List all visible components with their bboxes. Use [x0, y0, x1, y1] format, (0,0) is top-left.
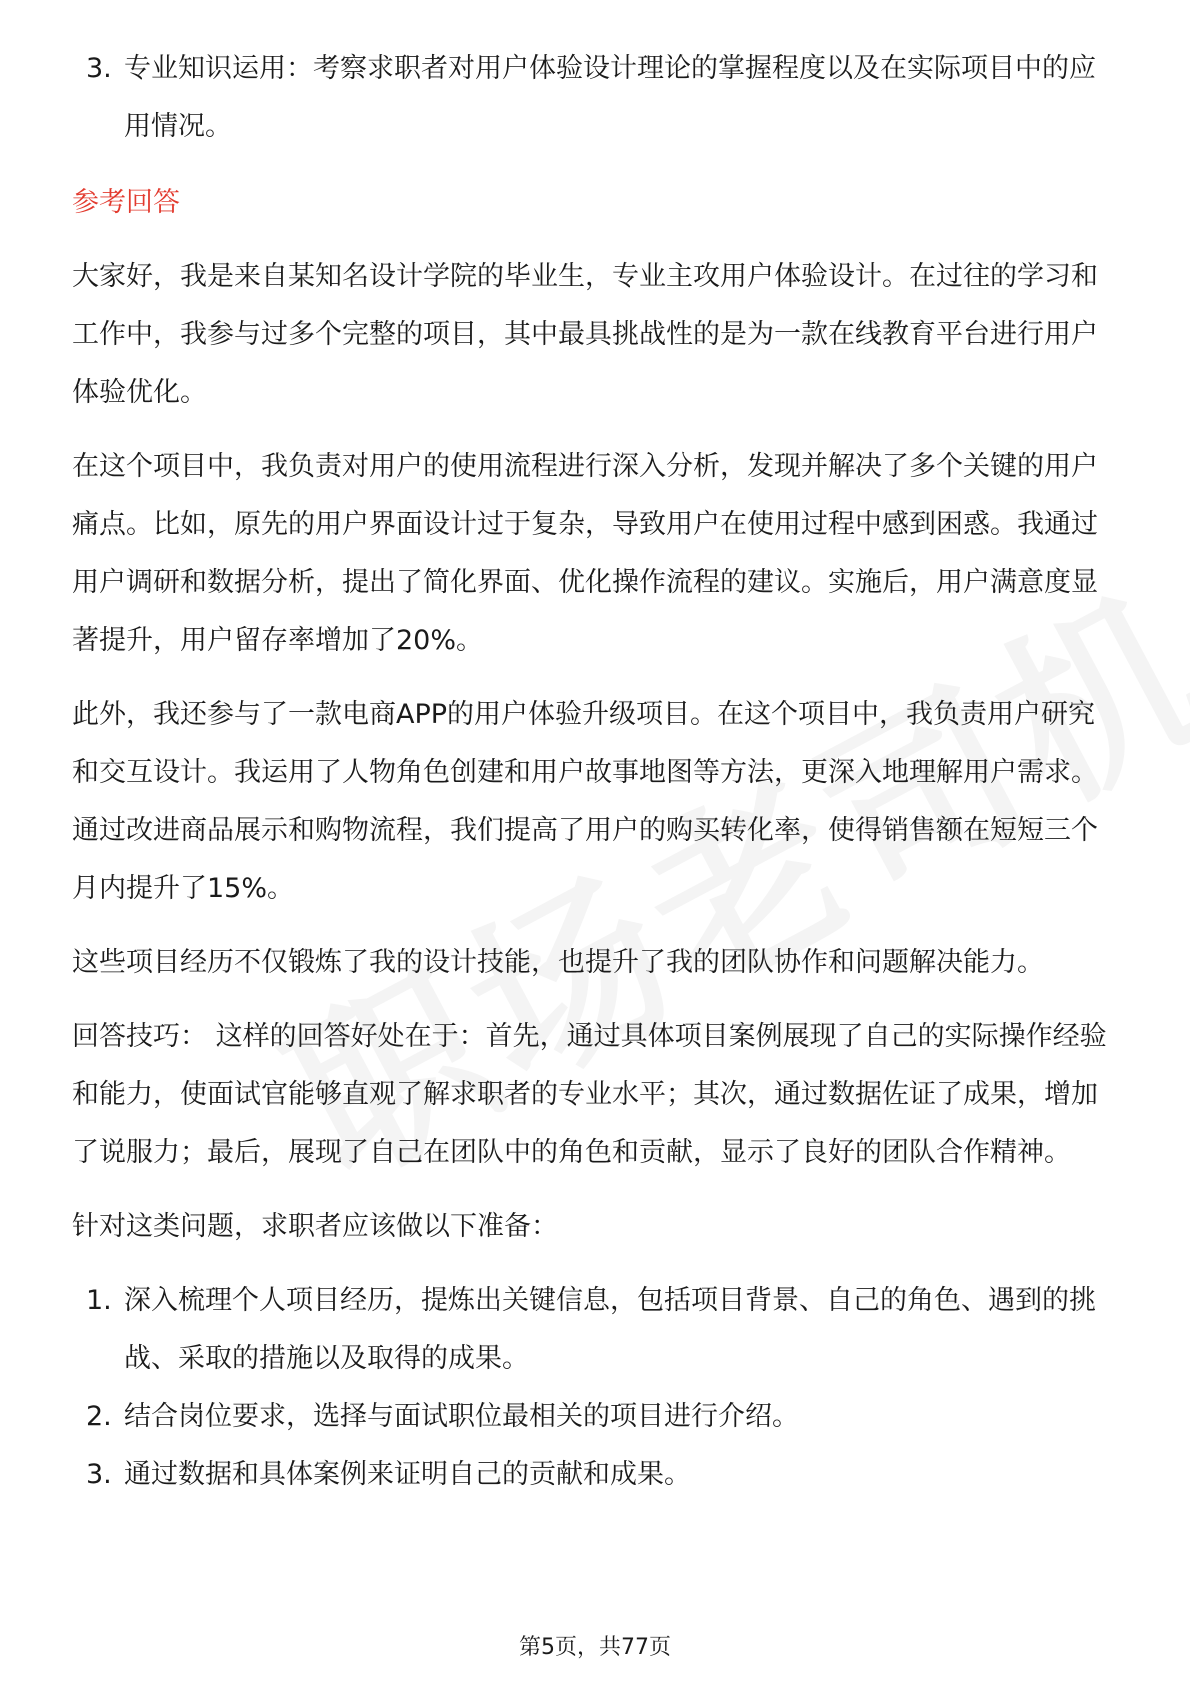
list-item [72, 1272, 1122, 1388]
list-item-number: 1. [86, 1285, 112, 1316]
list-item-text: 专业知识运用：考察求职者对用户体验设计理论的掌握程度以及在实际项目中的应用情况。 [124, 53, 1096, 142]
list-item [72, 1388, 1122, 1446]
paragraph-project-2: 此外，我还参与了一款电商APP的用户体验升级项目。在这个项目中，我负责用户研究和交互设计。我运用了人物角色创建和用户故事地图等方法，更深入地理解用户需求。通过改进商品展示和购物流程，我们提高了用户的购买转化率，使得销售额在短短三个月内提升了15%。 [72, 699, 1098, 904]
list-item-text: 结合岗位要求，选择与面试职位最相关的项目进行介绍。 [124, 1401, 799, 1432]
list-item-text: 深入梳理个人项目经历，提炼出关键信息，包括项目背景、自己的角色、遇到的挑战、采取的措施以及取得的成果。 [124, 1285, 1096, 1374]
list-item [72, 40, 1122, 156]
bottom-numbered-list [72, 1272, 1122, 1504]
list-item-number: 3. [86, 53, 112, 84]
paragraph-project-1: 在这个项目中，我负责对用户的使用流程进行深入分析，发现并解决了多个关键的用户痛点。比如，原先的用户界面设计过于复杂，导致用户在使用过程中感到困惑。我通过用户调研和数据分析，提出了简化界面、优化操作流程的建议。实施后，用户满意度显著提升，用户留存率增加了20%。 [72, 451, 1098, 656]
paragraph-intro: 大家好，我是来自某知名设计学院的毕业生，专业主攻用户体验设计。在过往的学习和工作中，我参与过多个完整的项目，其中最具挑战性的是为一款在线教育平台进行用户体验优化。 [72, 261, 1098, 408]
top-numbered-list [72, 40, 1122, 156]
list-item [72, 1446, 1122, 1504]
list-item-text: 通过数据和具体案例来证明自己的贡献和成果。 [124, 1459, 691, 1490]
paragraph-preparation: 针对这类问题，求职者应该做以下准备： [72, 1211, 558, 1242]
paragraph-summary: 这些项目经历不仅锻炼了我的设计技能，也提升了我的团队协作和问题解决能力。 [72, 947, 1044, 978]
section-heading: 参考回答 [72, 187, 180, 218]
page-number-footer: 第5页，共77页 [519, 1635, 671, 1660]
list-item-number: 3. [86, 1459, 112, 1490]
page-content [72, 40, 1122, 1522]
paragraph-answer-tips: 回答技巧： 这样的回答好处在于：首先，通过具体项目案例展现了自己的实际操作经验和能力，使面试官能够直观了解求职者的专业水平；其次，通过数据佐证了成果，增加了说服力；最后，展现了自己在团队中的角色和贡献，显示了良好的团队合作精神。 [72, 1021, 1107, 1168]
list-item-number: 2. [86, 1401, 112, 1432]
